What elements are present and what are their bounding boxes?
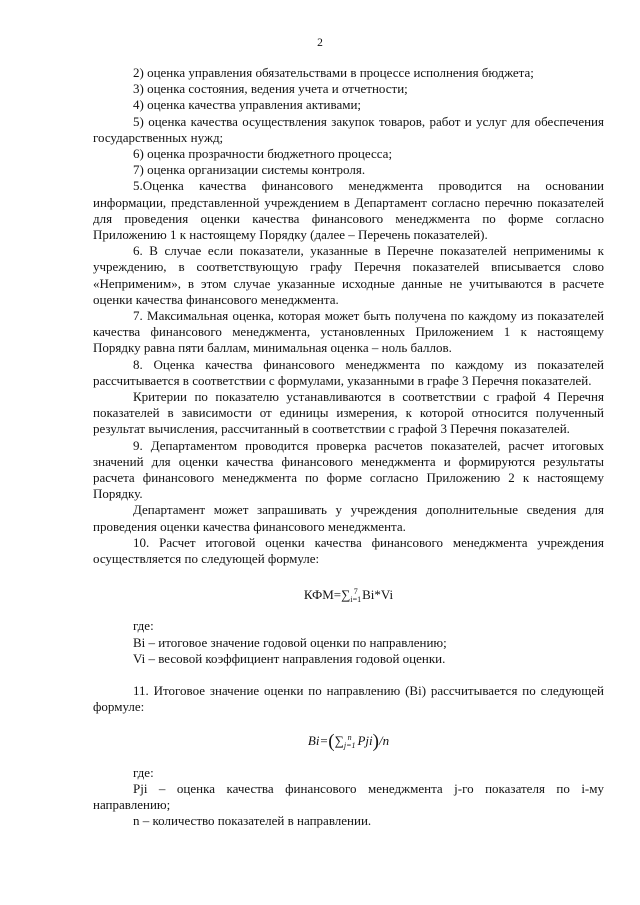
paragraph-11: 11. Итоговое значение оценки по направлению (Bi) рассчитывается по следующей формуле: [93,682,604,715]
formula-kfm-lhs: КФМ= [303,587,342,603]
formula-bi-term: Pji [357,733,373,749]
paragraph-9-additional: Департамент может запрашивать у учреждения дополнительные сведения для проведения оценки качества финансового менеджмента. [93,502,604,534]
formula-bi-lhs: Bi= [307,733,329,749]
paragraph-10: 10. Расчет итоговой оценки качества финансового менеджмента учреждения осуществляется по следующей формуле: [93,534,604,567]
paragraph-6: 6. В случае если показатели, указанные в Перечне показателей неприменимы к учреждению, в соответствующую графу Перечня показателей вписывается слово «Неприменим», в этом случае указанные исходные данные не учитываются в расчете оценки качества финансового менеджмента. [93,243,604,307]
document-body [93,65,604,829]
formula-bi-div: /n [378,733,390,749]
list-item: 5) оценка качества осуществления закупок товаров, работ и услуг для обеспечения государственных нужд; [93,113,604,145]
formula-bi-sigma: ∑ [334,733,344,749]
bi-definition: Bi – итоговое значение годовой оценки по направлению; [133,634,447,650]
n-definition: n – количество показателей в направлении. [133,813,372,829]
formula-bi-sub: j=1 [343,741,356,751]
formula-kfm [93,587,604,604]
paragraph-7: 7. Максимальная оценка, которая может быть получена по каждому из показателей качества финансового менеджмента, установленных Приложением 1 к настоящему Порядку равна пяти баллам, минимальная оценка – ноль баллов. [93,308,604,356]
list-item: 3) оценка состояния, ведения учета и отчетности; [133,81,408,97]
formula-bi-close: ) [372,731,379,753]
list-item: 4) оценка качества управления активами; [133,97,362,113]
page-number: 2 [317,37,323,49]
list-item: 6) оценка прозрачности бюджетного процесса; [133,146,393,162]
list-item: 2) оценка управления обязательствами в процессе исполнения бюджета; [133,65,534,80]
formula-kfm-rhs: Bi*Vi [362,587,394,603]
where-label-2: где: [133,764,154,780]
vi-definition: Vi – весовой коэффициент направления годовой оценки. [133,650,446,666]
paragraph-5: 5.Оценка качества финансового менеджмента проводится на основании информации, представленной учреждением в Департамент согласно перечню показателей для проведения оценки качества финансового менеджмента по форме согласно Приложению 1 к настоящему Порядку (далее – Перечень показателей). [93,178,604,243]
where-label-1: где: [133,618,154,634]
list-item: 7) оценка организации системы контроля. [133,162,366,178]
formula-bi-open: ( [328,731,335,753]
formula-kfm-sigma: ∑ [341,587,351,603]
paragraph-8: 8. Оценка качества финансового менеджмента по каждому из показателей рассчитывается в соответствии с формулами, указанными в графе 3 Перечня показателей. [93,356,604,388]
formula-bi [93,731,604,753]
paragraph-8-criteria: Критерии по показателю устанавливаются в соответствии с графой 4 Перечня показателей в зависимости от единицы измерения, к которой относится полученный результат вычисления, рассчитанный в соответствии с графой 3 Перечня показателей. [93,389,604,437]
formula-bi-sup: n [347,733,352,743]
formula-kfm-sub: i=1 [350,595,362,605]
formula-kfm-sup: 7 [353,587,358,597]
pji-definition: Pji – оценка качества финансового менеджмента j-го показателя по i-му направлению; [93,780,604,812]
paragraph-9: 9. Департаментом проводится проверка расчетов показателей, расчет итоговых значений для оценки качества финансового менеджмента и формируются результаты расчета финансового менеджмента по форме согласно Приложению 2 к настоящему Порядку. [93,437,604,502]
